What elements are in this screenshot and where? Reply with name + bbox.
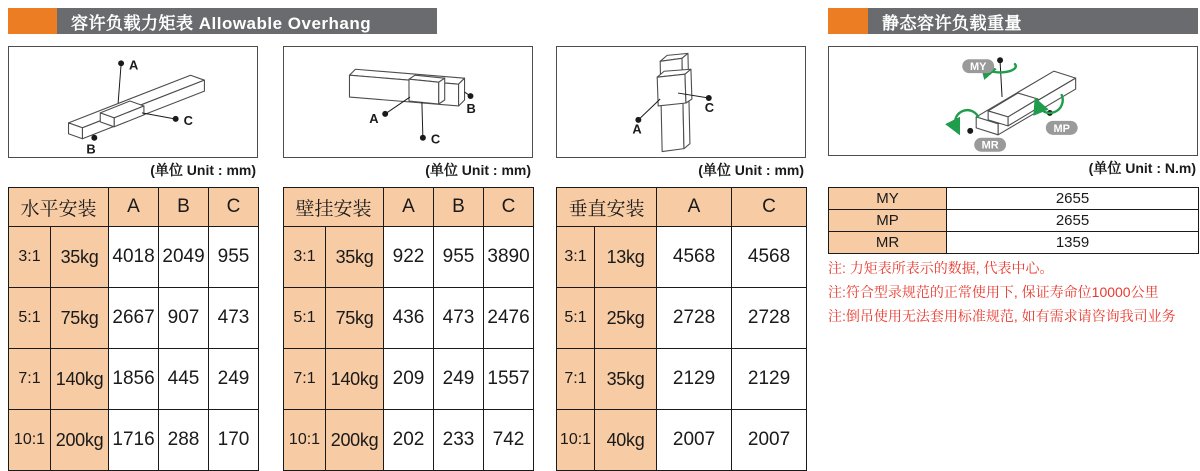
ratio-cell: 5:1 [557, 288, 595, 349]
orange-accent-square [828, 8, 868, 34]
col-header-b: B [159, 188, 209, 227]
load-cell: 35kg [51, 227, 109, 288]
value-cell: 202 [384, 410, 434, 471]
point-a-dot [118, 60, 124, 66]
mr-badge-label: MR [981, 139, 999, 152]
ratio-cell: 3:1 [557, 227, 595, 288]
load-cell: 140kg [326, 349, 384, 410]
unit-caption-vertical: (单位 Unit : mm) [698, 162, 804, 178]
value-cell: 233 [434, 410, 484, 471]
value-cell: 955 [434, 227, 484, 288]
value-cell: 4568 [657, 227, 732, 288]
value-cell: 436 [384, 288, 434, 349]
value-cell: 445 [159, 349, 209, 410]
label-a: A [369, 110, 379, 126]
ratio-cell: 3:1 [284, 227, 326, 288]
load-cell: 40kg [595, 410, 657, 471]
value-cell: 2129 [732, 349, 807, 410]
table-row [829, 232, 1199, 254]
unit-caption-static: (单位 Unit : N.m) [1088, 160, 1196, 176]
col-header-c: C [732, 188, 807, 227]
load-cell: 25kg [595, 288, 657, 349]
mp-badge-label: MP [1053, 122, 1070, 135]
value-cell: 2728 [657, 288, 732, 349]
static-load-table [828, 187, 1199, 254]
value-cell: 2476 [484, 288, 534, 349]
ratio-cell: 10:1 [9, 410, 51, 471]
table-title: 垂直安装 [557, 188, 657, 227]
table-row [284, 410, 534, 471]
table-row [9, 227, 259, 288]
note-line: 注:符合型录规范的正常使用下, 保证寿命位10000公里 [828, 284, 1159, 300]
value-cell: 955 [209, 227, 259, 288]
moment-label-cell: MY [829, 188, 947, 210]
load-cell: 200kg [51, 410, 109, 471]
point-c-dot [173, 116, 179, 122]
table-row [829, 210, 1199, 232]
my-badge-label: MY [969, 61, 987, 74]
value-cell: 4568 [732, 227, 807, 288]
table-row [284, 349, 534, 410]
value-cell: 3890 [484, 227, 534, 288]
diagram-vertical-mount [556, 46, 806, 158]
point-b-dot [91, 135, 97, 141]
value-cell: 170 [209, 410, 259, 471]
col-header-a: A [657, 188, 732, 227]
point-b-dot [468, 93, 474, 99]
mr-rotation-arrow [955, 110, 978, 128]
section-title-left: 容许负载力矩表 Allowable Overhang [57, 8, 437, 34]
value-cell: 2007 [657, 410, 732, 471]
value-cell: 2049 [159, 227, 209, 288]
label-a: A [129, 57, 139, 73]
table-row [9, 410, 259, 471]
mr-axis-dot [967, 128, 973, 134]
ratio-cell: 3:1 [9, 227, 51, 288]
table-row [284, 288, 534, 349]
load-cell: 140kg [51, 349, 109, 410]
value-cell: 249 [434, 349, 484, 410]
table-title: 水平安装 [9, 188, 109, 227]
ratio-cell: 5:1 [284, 288, 326, 349]
value-cell: 1716 [109, 410, 159, 471]
diagram-horizontal-mount [8, 46, 258, 158]
label-b: B [466, 100, 476, 116]
note-line: 注:倒吊使用无法套用标准规范, 如有需求请咨询我司业务 [828, 308, 1176, 324]
load-cell: 75kg [326, 288, 384, 349]
section-header-static-load [828, 8, 1198, 34]
section-header-allowable-overhang [8, 8, 437, 34]
label-c: C [183, 112, 193, 128]
value-cell: 2728 [732, 288, 807, 349]
value-cell: 288 [159, 410, 209, 471]
horizontal-mount-drawing [9, 47, 257, 157]
point-a-dot [382, 111, 388, 117]
load-cell: 35kg [326, 227, 384, 288]
section-title-right: 静态容许负载重量 [868, 8, 1198, 34]
vertical-mount-drawing [557, 47, 805, 157]
value-cell: 2667 [109, 288, 159, 349]
value-cell: 473 [434, 288, 484, 349]
value-cell: 209 [384, 349, 434, 410]
table-row [557, 349, 807, 410]
value-cell: 4018 [109, 227, 159, 288]
value-cell: 1856 [109, 349, 159, 410]
col-header-a: A [384, 188, 434, 227]
table-row [9, 288, 259, 349]
diagram-wall-mount [283, 46, 533, 158]
table-row [557, 227, 807, 288]
value-cell: 922 [384, 227, 434, 288]
col-header-b: B [434, 188, 484, 227]
moment-label-cell: MP [829, 210, 947, 232]
my-axis-dot [997, 57, 1003, 63]
col-header-c: C [484, 188, 534, 227]
label-b: B [86, 141, 96, 157]
load-cell: 75kg [51, 288, 109, 349]
value-cell: 907 [159, 288, 209, 349]
unit-caption-horizontal: (单位 Unit : mm) [150, 162, 256, 178]
value-cell: 1557 [484, 349, 534, 410]
ratio-cell: 7:1 [9, 349, 51, 410]
value-cell: 742 [484, 410, 534, 471]
col-header-c: C [209, 188, 259, 227]
ratio-cell: 5:1 [9, 288, 51, 349]
vertical-mount-table [556, 187, 807, 471]
wall-mount-table [283, 187, 534, 471]
notes-block [828, 256, 1200, 328]
load-cell: 35kg [595, 349, 657, 410]
label-a: A [632, 121, 642, 137]
point-c-dot [420, 135, 426, 141]
ratio-cell: 10:1 [557, 410, 595, 471]
diagram-static-moments [828, 46, 1198, 156]
moment-label-cell: MR [829, 232, 947, 254]
ratio-cell: 10:1 [284, 410, 326, 471]
moment-value-cell: 2655 [947, 188, 1199, 210]
table-row [9, 349, 259, 410]
table-row [829, 188, 1199, 210]
table-title: 壁挂安装 [284, 188, 384, 227]
note-line: 注: 力矩表所表示的数据, 代表中心。 [828, 260, 1054, 276]
col-header-a: A [109, 188, 159, 227]
table-row [284, 227, 534, 288]
moment-value-cell: 1359 [947, 232, 1199, 254]
value-cell: 473 [209, 288, 259, 349]
horizontal-mount-table [8, 187, 259, 471]
table-row [557, 288, 807, 349]
static-moment-drawing [829, 47, 1197, 155]
wall-mount-drawing [284, 47, 532, 157]
ratio-cell: 7:1 [284, 349, 326, 410]
label-c: C [704, 99, 715, 115]
load-cell: 200kg [326, 410, 384, 471]
value-cell: 2007 [732, 410, 807, 471]
label-c: C [430, 131, 441, 147]
value-cell: 2129 [657, 349, 732, 410]
ratio-cell: 7:1 [557, 349, 595, 410]
load-cell: 13kg [595, 227, 657, 288]
table-row [557, 410, 807, 471]
moment-value-cell: 2655 [947, 210, 1199, 232]
value-cell: 249 [209, 349, 259, 410]
orange-accent-square [8, 8, 57, 34]
unit-caption-wall: (单位 Unit : mm) [425, 162, 531, 178]
